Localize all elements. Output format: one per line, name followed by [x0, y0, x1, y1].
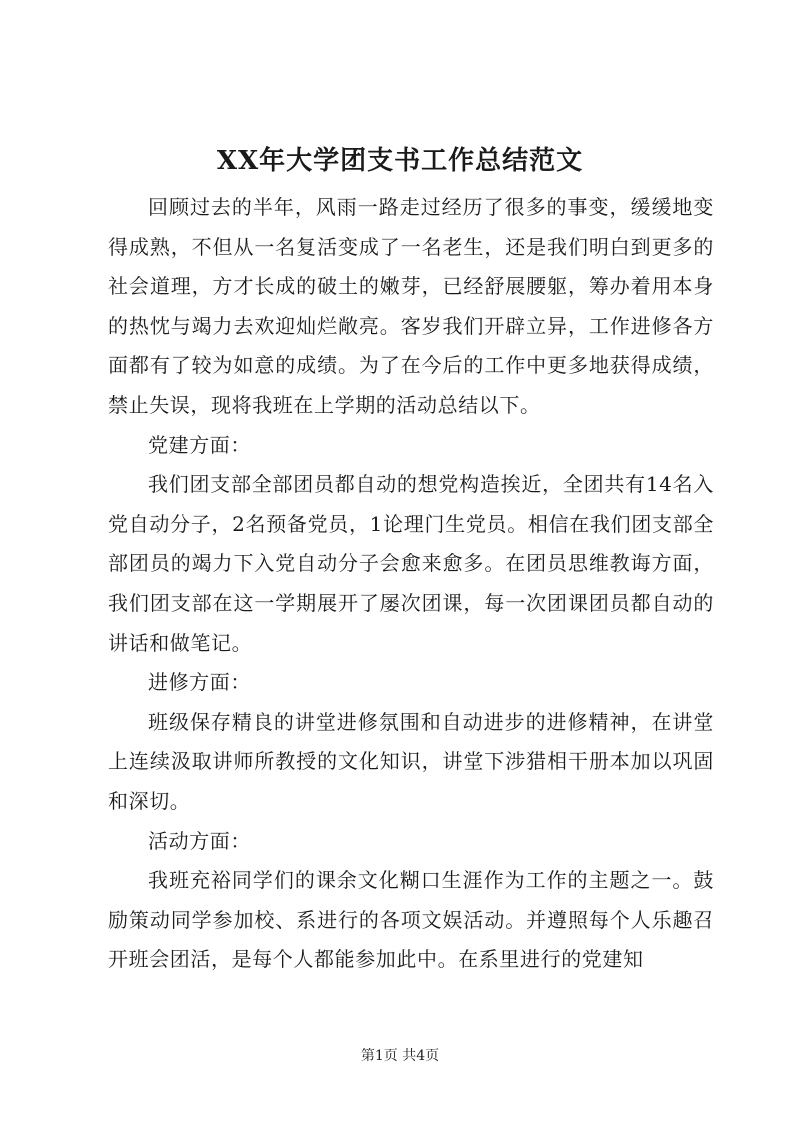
party-paragraph: 我们团支部全部团员都自动的想党构造挨近，全团共有14名入党自动分子，2名预备党员，1论理门生党员。相信在我们团支部全部团员的竭力下入党自动分子会愈来愈多。在团员思维教诲方面，我们团支部在这一学期展开了屡次团课，每一次团课团员都自动的讲话和做笔记。 [108, 472, 714, 655]
activity-paragraph: 我班充裕同学们的课余文化糊口生涯作为工作的主题之一。鼓励策动同学参加校、系进行的各项文娱活动。并遵照每个人乐趣召开班会团活，是每个人都能参加此中。在系里进行的党建知 [108, 868, 714, 972]
intro-paragraph: 回顾过去的半年，风雨一路走过经历了很多的事变，缓缓地变得成熟，不但从一名复活变成了一名老生，还是我们明白到更多的社会道理，方才长成的破土的嫩芽，已经舒展腰躯，筹办着用本身的热忱与竭力去欢迎灿烂敞亮。客岁我们开辟立异，工作进修各方面都有了较为如意的成绩。为了在今后的工作中更多地获得成绩，禁止失误，现将我班在上学期的活动总结以下。 [108, 195, 714, 417]
document-body [108, 188, 714, 980]
section-heading-party: 党建方面： [148, 432, 251, 457]
study-paragraph: 班级保存精良的讲堂进修氛围和自动进步的进修精神，在讲堂上连续汲取讲师所教授的文化知识，讲堂下涉猎相干册本加以巩固和深切。 [108, 709, 714, 813]
section-heading-study: 进修方面： [148, 670, 251, 695]
document-title: XX年大学团支书工作总结范文 [216, 146, 584, 176]
page-number: 第1页 共4页 [360, 1048, 440, 1064]
section-heading-activity: 活动方面： [148, 828, 251, 853]
